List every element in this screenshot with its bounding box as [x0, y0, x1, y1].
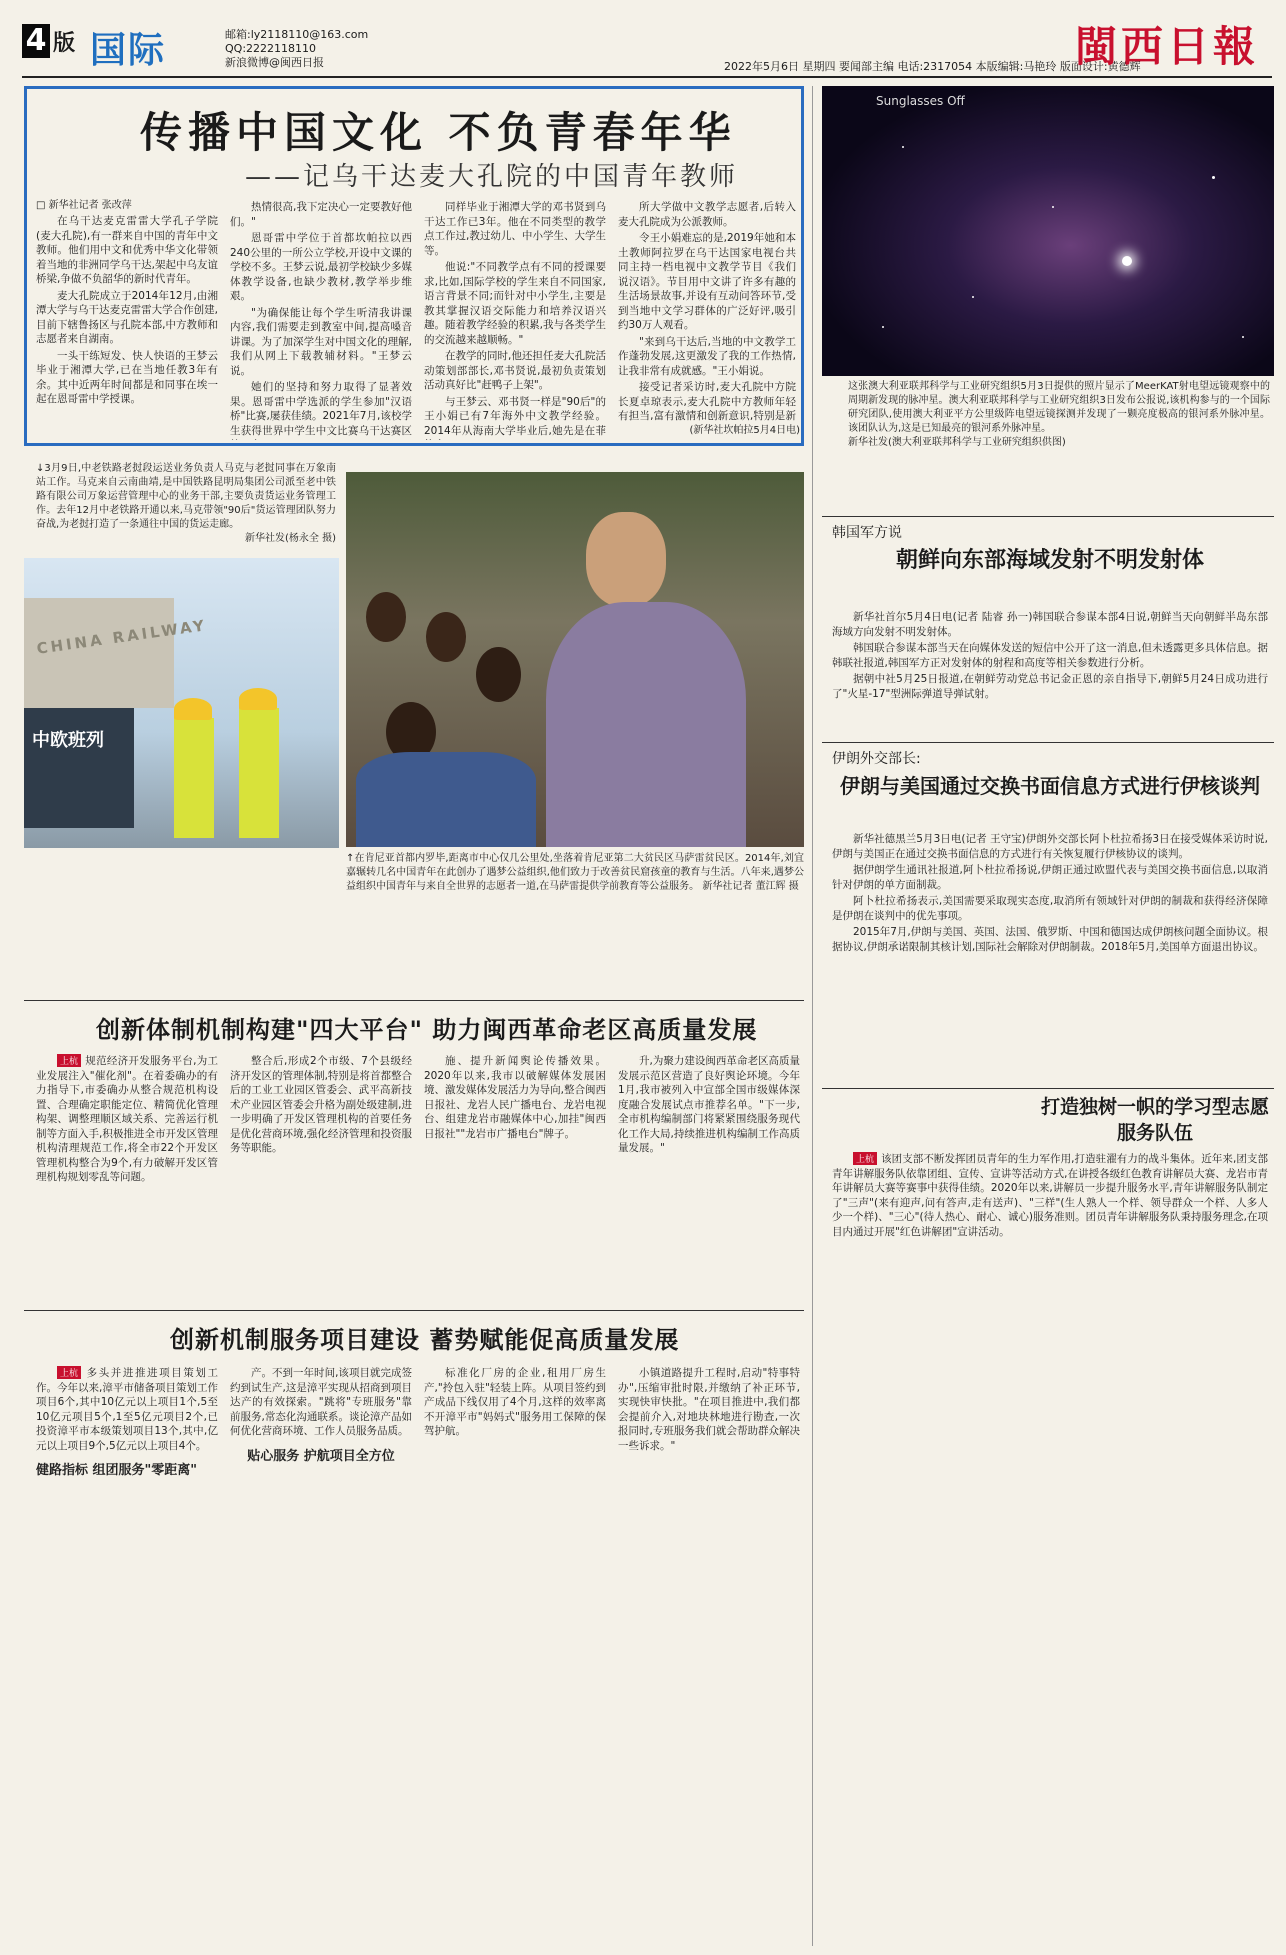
section-name: 国际 [90, 30, 167, 71]
masthead-rule [22, 76, 1272, 78]
iran-headline: 伊朗与美国通过交换书面信息方式进行伊核谈判 [840, 774, 1260, 798]
teacher-jacket [546, 602, 746, 847]
rule [822, 1088, 1274, 1089]
child-head [426, 612, 466, 662]
paragraph: 同样毕业于湘潭大学的邓书贤到乌干达工作已3年。他在不同类型的教学点工作过,教过幼儿、中小学生、大学生等。 [424, 201, 606, 257]
star [1242, 336, 1244, 338]
kenya-caption [346, 852, 804, 894]
paragraph: 令王小娟难忘的是,2019年她和本土教师阿拉罗在乌干达国家电视台共同主持一档电视中文教学节目《我们说汉语》。节目用中文讲了许多有趣的生活场景故事,并设有互动问答环节,受到当地中文学习群体的广泛好评,吸引约30万人观看。 [618, 232, 796, 331]
paragraph: 小镇道路提升工程时,启动"特事特办",压缩审批时限,并缴纳了补正环节,实现快审快批。"在项目推进中,我们都会提前介入,对地块林地进行勘查,一次报同时,专班服务我们就会帮助群众解决一些诉求。" [618, 1367, 800, 1452]
paragraph [36, 1366, 218, 1453]
contact-qq: QQ:2222118110 [225, 42, 317, 55]
brand-text: 中欧班列 [32, 730, 104, 751]
paragraph: 在乌干达麦克雷雷大学孔子学院(麦大孔院),有一群来自中国的青年中文教师。他们用中文和优秀中华文化带领着当地的非洲同学乌干达,架起中乌友谊桥梁,争做不负韶华的新时代青年。 [36, 215, 218, 285]
star [902, 146, 904, 148]
page-number: 4 [22, 24, 50, 58]
section2-headline: 创新机制服务项目建设 蓄势赋能促高质量发展 [170, 1326, 680, 1354]
section2-column-2 [230, 1366, 412, 1946]
korea-headline: 朝鲜向东部海域发射不明发射体 [895, 548, 1204, 573]
pulsar-caption [848, 380, 1270, 450]
feature-column-1 [36, 214, 218, 440]
paragraph: 接受记者采访时,麦大孔院中方院长夏卓琼表示,麦大孔院中方教师年轻有担当,富有激情和创新意识,特别是新 [618, 381, 796, 422]
feature-column-2 [230, 200, 412, 440]
paragraph: 恩哥雷中学位于首都坎帕拉以西240公里的一所公立学校,开设中文课的学校不多。王梦云说,最初学校缺少多媒体教学设备,也缺少教材,教学举步维艰。 [230, 232, 412, 302]
paragraph [832, 1152, 1268, 1239]
paragraph: 新华社德黑兰5月3日电(记者 王守宝)伊朗外交部长阿卜杜拉希扬3日在接受媒体采访时说,伊朗与美国正在通过交换书面信息的方式进行有关恢复履行伊核协议的谈判。 [832, 833, 1268, 860]
section1-column-1 [36, 1054, 218, 1304]
paragraph: 升,为聚力建设闽西革命老区高质量发展示范区营造了良好舆论环境。今年1月,我市被列入中宣部全国市级媒体深度融合发展试点市推荐名单。"下一步,全市机构编制部门将紧紧围绕服务现代化工作大局,持续推进机构编制工作高质量发展。" [618, 1055, 800, 1154]
section2-subhead: 健路指标 组团服务"零距离" [36, 1463, 198, 1478]
section2-column-3 [424, 1366, 606, 1946]
issue-meta: 2022年5月6日 星期四 要闻部主编 电话:2317054 本版编辑:马艳玲 版面设计:黄德辉 [724, 60, 1141, 73]
paragraph-text: 规范经济开发服务平台,为工业发展注入"催化剂"。在着委确办的有力指导下,市委确办从整合规范机构设置、合理确定职能定位、精简优化管理构架、调整理顺区域关系、完善运行机制等方面入手,积极推进全市开发区管理机构清理规范工作,将全市22个开发区管理机构整合为9个,有力破解开发区管理机构规划零乱等问题。 [36, 1055, 218, 1183]
paragraph: 施、提升新闻舆论传播效果。2020年以来,我市以破解媒体发展困境、激发媒体发展活力为导向,整合闽西日报社、龙岩人民广播电台、龙岩电视台、组建龙岩市融媒体中心,加挂"闽西日报社""龙岩市广播电台"牌子。 [424, 1055, 606, 1140]
paragraph-text: 多头并进推进项目策划工作。今年以来,漳平市储备项目策划工作项目6个,其中10亿元以上项目1个,5至10亿元项目5个,1至5亿元项目2个,已投资漳平市本级策划项目13个,其中,亿元以上项目9个,5亿元以上项目4个。 [36, 1367, 218, 1452]
paragraph: 阿卜杜拉希扬表示,美国需要采取现实态度,取消所有领域针对伊朗的制裁和获得经济保障是伊朗在谈判中的优先事项。 [832, 895, 1268, 922]
kenya-photo [346, 472, 804, 847]
pulsar-caption-credit: 新华社发(澳大利亚联邦科学与工业研究组织供图) [848, 437, 1066, 448]
rail-caption-credit: 新华社发(杨永全 摄) [245, 533, 336, 544]
iran-body [832, 832, 1268, 1054]
feature-byline: □ 新华社记者 张改萍 [36, 200, 132, 211]
paragraph: 她们的坚持和努力取得了显著效果。恩哥雷中学选派的学生参加"汉语桥"比赛,屡获佳绩。2021年7月,该校学生获得世界中学生中文比赛乌干达赛区 [230, 381, 412, 437]
section2-subhead-2: 贴心服务 护航项目全方位 [247, 1448, 395, 1464]
photo-label: Sunglasses Off [876, 94, 965, 108]
paragraph: 新华社首尔5月4日电(记者 陆睿 孙一)韩国联合参谋本部4日说,朝鲜当天向朝鲜半岛东部海域方向发射不明发射体。 [832, 611, 1268, 638]
paragraph: "来到乌干达后,当地的中文教学工作蓬勃发展,这更激发了我的工作热情,让我非常有成就感。"王小娟说。 [618, 335, 796, 377]
paragraph: 他说:"不同教学点有不同的授课要求,比如,国际学校的学生来自不同国家,语言背景不同;而针对中小学生,主要是教其掌握汉语交际能力和培养汉语兴趣。随着教学经验的积累,我与各类学生的交流越来越顺畅。" [424, 261, 606, 346]
rule [822, 516, 1274, 517]
feature-column-4 [618, 200, 796, 422]
paragraph: 与王梦云、邓书贤一样是"90后"的王小娟已有7年海外中文教学经验。2014年从海南大学毕业后,她先是在菲 [424, 395, 606, 437]
feature-credit: (新华社坎帕拉5月4日电) [689, 425, 800, 436]
source-tag: 上杭 [57, 1366, 81, 1379]
contact-email: 邮箱:ly2118110@163.com [225, 28, 369, 41]
worker-vest [174, 718, 214, 838]
feature-column-3 [424, 200, 606, 440]
star [972, 296, 974, 298]
section2-column-4 [618, 1366, 800, 1946]
rail-caption [36, 462, 336, 546]
volunteer-headline: 打造独树一帜的学习型志愿服务队伍 [1040, 1096, 1269, 1144]
teacher-face [586, 512, 666, 607]
korea-body [832, 610, 1268, 740]
paragraph: 据伊朗学生通讯社报道,阿卜杜拉希扬说,伊朗正通过欧盟代表与美国交换书面信息,以取消针对伊朗的单方面制裁。 [832, 864, 1268, 891]
paragraph: "为确保能让每个学生听清我讲课内容,我们需要走到教室中间,提高嗓音讲课。为了加深学生对中国文化的理解,我们从网上下载教辅材料。"王梦云说。 [230, 306, 412, 377]
paragraph: 产。不到一年时间,该项目就完成签约到试生产,这是漳平实现从招商到项目达产的有效探索。"跳将"专班服务"靠前服务,常态化沟通联系。谈论漳产品如何优化营商环境、工作人员服务品质。 [230, 1367, 412, 1437]
contact-info [225, 28, 368, 70]
rail-caption-text: ↓3月9日,中老铁路老挝段运送业务负责人马克与老挝同事在万象南站工作。马克来自云南曲靖,是中国铁路昆明局集团公司派至老中铁路有限公司万象运营管理中心的业务干部,主要负责货运业务管理工作。去年12月中老铁路开通以来,马克带领"90后"货运管理团队努力奋战,为老挝打造了一条通往中国的货运走廊。 [36, 463, 336, 530]
worker-vest [239, 708, 279, 838]
section2-column-1 [36, 1366, 218, 1946]
bright-star [1122, 256, 1132, 266]
paragraph: 据朝中社5月25日报道,在朝鲜劳动党总书记金正恩的亲自指导下,朝鲜5月24日成功进行了"火星-17"型洲际弹道导弹试射。 [832, 673, 1268, 700]
rule [24, 1000, 804, 1001]
paragraph: 韩国联合参谋本部当天在向媒体发送的短信中公开了这一消息,但未透露更多具体信息。据韩联社报道,韩国军方正对发射体的射程和高度等相关参数进行分析。 [832, 642, 1268, 669]
kenya-caption-text: ↑在肯尼亚首都内罗毕,距离市中心仅几公里处,坐落着肯尼亚第二大贫民区马萨雷贫民区。2014年,刘宜嘉辗转几名中国青年在此创办了遇梦公益组织,他们致力于改善贫民窟孩童的教育与生活。八年来,遇梦公益组织中国青年与来自全世界的志愿者一道,在马萨雷提供学前教育等公益服务。 [346, 853, 804, 892]
korea-kicker: 韩国军方说 [832, 525, 902, 541]
page-number-suffix: 版 [53, 31, 76, 56]
hardhat-icon [239, 688, 277, 710]
rule [24, 1310, 804, 1311]
iran-kicker: 伊朗外交部长: [832, 751, 921, 767]
newspaper-logo: 閩西日報 [1075, 22, 1260, 71]
hardhat-icon [174, 698, 212, 720]
volunteer-text: 该团支部不断发挥团员青年的生力军作用,打造驻濯有力的战斗集体。近年来,团支部青年讲解服务队依靠团组、宣传、宣讲等活动方式,在讲授各级红色教育讲解员大赛、龙岩市青年讲解员大赛等赛事中获得佳绩。2020年以来,讲解员一步提升服务水平,青年讲解服务队制定了"三声"(来有迎声,问有答声,走有送声)、"三样"(生人熟人一个样、领导群众一个样、人多人少一个样)、"三心"(待人热心、耐心、诚心)服务准则。团员青年讲解服务队秉持服务理念,在项目内通过开展"红色讲解团"宣讲活动。 [832, 1153, 1268, 1238]
paragraph: 2015年7月,伊朗与美国、英国、法国、俄罗斯、中国和德国达成伊朗核问题全面协议。根据协议,伊朗承诺限制其核计划,国际社会解除对伊朗制裁。2018年5月,美国单方面退出协议。 [832, 926, 1268, 953]
paragraph: 标准化厂房的企业,租用厂房生产,"拎包入驻"轻装上阵。从项目签约到产成品下线仅用了4个月,这样的效率离不开漳平市"妈妈式"服务用工保障的保驾护航。 [424, 1367, 606, 1437]
paragraph: 热情很高,我下定决心一定要教好他们。" [230, 201, 412, 228]
child-head [476, 647, 521, 702]
paragraph: 整合后,形成2个市级、7个县级经济开发区的管理体制,特别是将首都整合后的工业工业园区管委会、武平高新技术产业园区管委会升格为副处级建制,进一步明确了开发区管理机构的首要任务是优化营商环境,强化经济管理和投资服务等职能。 [230, 1055, 412, 1154]
pulsar-photo [822, 86, 1274, 376]
paragraph [36, 1054, 218, 1185]
rule [822, 742, 1274, 743]
column-divider [812, 86, 813, 1946]
paragraph: 在教学的同时,他还担任麦大孔院活动策划部部长,邓书贤说,最初负责策划活动真好比"赶鸭子上架"。 [424, 350, 606, 391]
children-uniforms [356, 752, 536, 847]
feature-subtitle: ——记乌干达麦大孔院的中国青年教师 [245, 162, 739, 192]
paragraph: 一头干练短发、快人快语的王梦云毕业于湘潭大学,已在当地任教3年有余。其中近两年时间都是和同事在埃一起在恩哥雷中学授课。 [36, 349, 218, 405]
source-tag: 上杭 [57, 1054, 81, 1067]
star [1052, 206, 1054, 208]
source-tag: 上杭 [853, 1152, 877, 1165]
star [882, 326, 884, 328]
paragraph: 所大学做中文教学志愿者,后转入麦大孔院成为公派教师。 [618, 201, 796, 228]
masthead [0, 0, 1286, 80]
child-head [366, 592, 406, 642]
contact-weibo: 新浪微博@闽西日报 [225, 56, 324, 69]
railway-sign: CHINA RAILWAY [35, 616, 208, 658]
section1-column-4 [618, 1054, 800, 1304]
section1-column-2 [230, 1054, 412, 1304]
section1-headline: 创新体制机制构建"四大平台" 助力闽西革命老区高质量发展 [96, 1016, 758, 1044]
railway-photo [24, 558, 339, 848]
volunteer-body [832, 1152, 1268, 1942]
paragraph: 麦大孔院成立于2014年12月,由湘潭大学与乌干达麦克雷雷大学合作创建,目前下辖鲁扬区与孔院本部,中方教师和志愿者来自湖南。 [36, 289, 218, 345]
kenya-caption-credit: 新华社记者 董江辉 摄 [702, 881, 799, 892]
section1-column-3 [424, 1054, 606, 1304]
feature-title: 传播中国文化 不负青春年华 [140, 108, 737, 157]
pulsar-caption-text: 这张澳大利亚联邦科学与工业研究组织5月3日提供的照片显示了MeerKAT射电望远镜观察中的周期新发现的脉冲星。澳大利亚联邦科学与工业研究组织3日发布公报说,该机构参与的一个国际研究团队,使用澳大利亚平方公里级阵电望远镜探测并发现了一颗亮度极高的银河系外脉冲星。该团队认为,这是已知最亮的银河系外脉冲星。 [848, 381, 1270, 434]
star [1212, 176, 1215, 179]
